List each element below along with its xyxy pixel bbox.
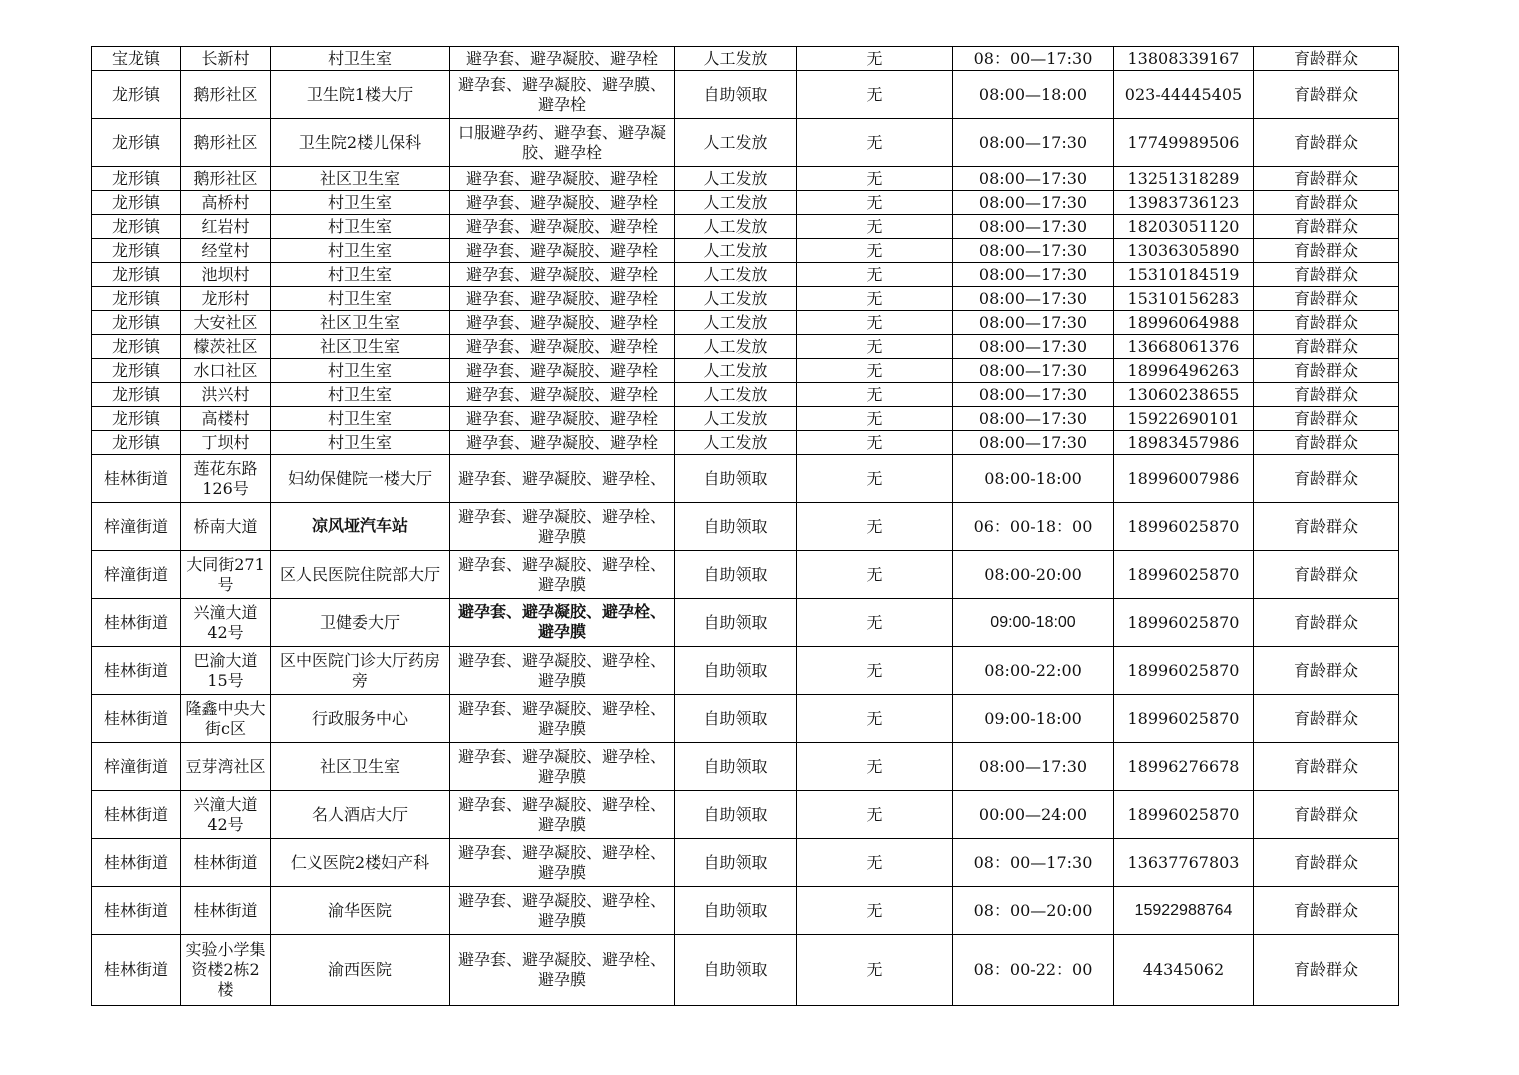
cell-town: 桂林街道	[92, 887, 181, 935]
cell-town: 龙形镇	[92, 167, 181, 191]
cell-hours: 08:00—17:30	[953, 335, 1114, 359]
distribution-table	[91, 46, 1399, 1006]
cell-phone: 13668061376	[1114, 335, 1254, 359]
table-body	[92, 47, 1399, 1006]
cell-village: 高楼村	[181, 407, 271, 431]
cell-method: 避孕套、避孕凝胶、避孕栓	[450, 167, 675, 191]
cell-hours: 08：00-22：00	[953, 935, 1114, 1006]
cell-method: 避孕套、避孕凝胶、避孕栓、避孕膜	[450, 839, 675, 887]
cell-village: 莲花东路126号	[181, 455, 271, 503]
cell-method: 避孕套、避孕凝胶、避孕栓、避孕膜	[450, 743, 675, 791]
table-row	[92, 47, 1399, 71]
cell-village: 鹅形社区	[181, 167, 271, 191]
table-row	[92, 119, 1399, 167]
cell-location: 村卫生室	[271, 407, 450, 431]
cell-town: 桂林街道	[92, 647, 181, 695]
cell-distribution: 人工发放	[675, 167, 797, 191]
cell-distribution: 自助领取	[675, 599, 797, 647]
cell-location: 渝华医院	[271, 887, 450, 935]
cell-phone: 18996007986	[1114, 455, 1254, 503]
cell-distribution: 自助领取	[675, 743, 797, 791]
cell-distribution: 人工发放	[675, 311, 797, 335]
cell-phone: 13983736123	[1114, 191, 1254, 215]
cell-location: 卫生院2楼儿保科	[271, 119, 450, 167]
table-row	[92, 647, 1399, 695]
cell-village: 丁坝村	[181, 431, 271, 455]
cell-village: 池坝村	[181, 263, 271, 287]
cell-phone: 18996025870	[1114, 599, 1254, 647]
cell-hours: 08:00-20:00	[953, 551, 1114, 599]
table-row	[92, 839, 1399, 887]
cell-target: 育龄群众	[1254, 215, 1399, 239]
cell-location: 村卫生室	[271, 215, 450, 239]
cell-town: 龙形镇	[92, 191, 181, 215]
cell-target: 育龄群众	[1254, 239, 1399, 263]
table-row	[92, 455, 1399, 503]
cell-village: 洪兴村	[181, 383, 271, 407]
cell-distribution: 人工发放	[675, 287, 797, 311]
cell-hours: 08：00—20:00	[953, 887, 1114, 935]
cell-location: 村卫生室	[271, 191, 450, 215]
table-row	[92, 287, 1399, 311]
cell-distribution: 自助领取	[675, 71, 797, 119]
cell-location: 社区卫生室	[271, 167, 450, 191]
cell-location: 渝西医院	[271, 935, 450, 1006]
cell-phone: 18996025870	[1114, 791, 1254, 839]
cell-town: 龙形镇	[92, 119, 181, 167]
cell-town: 龙形镇	[92, 407, 181, 431]
cell-hours: 08:00—17:30	[953, 191, 1114, 215]
cell-hours: 08:00—17:30	[953, 359, 1114, 383]
cell-method: 避孕套、避孕凝胶、避孕栓、	[450, 455, 675, 503]
cell-method: 避孕套、避孕凝胶、避孕栓、避孕膜	[450, 647, 675, 695]
cell-phone: 15922988764	[1114, 887, 1254, 935]
cell-village: 巴渝大道15号	[181, 647, 271, 695]
cell-hours: 08:00—17:30	[953, 263, 1114, 287]
cell-method: 避孕套、避孕凝胶、避孕栓	[450, 191, 675, 215]
cell-phone: 023-44445405	[1114, 71, 1254, 119]
cell-town: 龙形镇	[92, 311, 181, 335]
cell-fee: 无	[797, 695, 953, 743]
cell-distribution: 自助领取	[675, 839, 797, 887]
cell-hours: 08:00—17:30	[953, 215, 1114, 239]
cell-method: 避孕套、避孕凝胶、避孕栓、避孕膜	[450, 695, 675, 743]
cell-location: 卫生院1楼大厅	[271, 71, 450, 119]
cell-distribution: 人工发放	[675, 119, 797, 167]
cell-distribution: 自助领取	[675, 887, 797, 935]
cell-village: 豆芽湾社区	[181, 743, 271, 791]
cell-target: 育龄群众	[1254, 407, 1399, 431]
table-row	[92, 743, 1399, 791]
cell-hours: 08:00—17:30	[953, 407, 1114, 431]
cell-distribution: 人工发放	[675, 47, 797, 71]
table-row	[92, 335, 1399, 359]
cell-hours: 08:00—17:30	[953, 431, 1114, 455]
cell-fee: 无	[797, 407, 953, 431]
cell-fee: 无	[797, 191, 953, 215]
cell-target: 育龄群众	[1254, 791, 1399, 839]
cell-fee: 无	[797, 599, 953, 647]
cell-target: 育龄群众	[1254, 335, 1399, 359]
cell-fee: 无	[797, 935, 953, 1006]
table-row	[92, 239, 1399, 263]
cell-location: 仁义医院2楼妇产科	[271, 839, 450, 887]
cell-phone: 15310184519	[1114, 263, 1254, 287]
cell-fee: 无	[797, 287, 953, 311]
cell-method: 避孕套、避孕凝胶、避孕栓、避孕膜	[450, 791, 675, 839]
cell-fee: 无	[797, 455, 953, 503]
cell-location: 社区卫生室	[271, 335, 450, 359]
cell-location: 村卫生室	[271, 287, 450, 311]
cell-phone: 18996025870	[1114, 647, 1254, 695]
cell-town: 宝龙镇	[92, 47, 181, 71]
cell-target: 育龄群众	[1254, 743, 1399, 791]
cell-fee: 无	[797, 503, 953, 551]
cell-target: 育龄群众	[1254, 167, 1399, 191]
cell-method: 避孕套、避孕凝胶、避孕栓、避孕膜	[450, 551, 675, 599]
cell-fee: 无	[797, 311, 953, 335]
cell-phone: 18996496263	[1114, 359, 1254, 383]
cell-distribution: 人工发放	[675, 431, 797, 455]
cell-method: 避孕套、避孕凝胶、避孕栓	[450, 359, 675, 383]
cell-fee: 无	[797, 359, 953, 383]
cell-target: 育龄群众	[1254, 359, 1399, 383]
table-row	[92, 695, 1399, 743]
cell-location: 名人酒店大厅	[271, 791, 450, 839]
table-row	[92, 791, 1399, 839]
cell-village: 檬茨社区	[181, 335, 271, 359]
cell-location: 村卫生室	[271, 47, 450, 71]
cell-location: 凉风垭汽车站	[271, 503, 450, 551]
cell-location: 妇幼保健院一楼大厅	[271, 455, 450, 503]
cell-distribution: 人工发放	[675, 335, 797, 359]
cell-hours: 08:00—17:30	[953, 383, 1114, 407]
cell-method: 避孕套、避孕凝胶、避孕栓	[450, 407, 675, 431]
table-row	[92, 935, 1399, 1006]
cell-town: 龙形镇	[92, 287, 181, 311]
cell-hours: 08：00—17:30	[953, 47, 1114, 71]
cell-hours: 08:00—17:30	[953, 287, 1114, 311]
cell-hours: 08:00—17:30	[953, 119, 1114, 167]
cell-location: 卫健委大厅	[271, 599, 450, 647]
cell-village: 水口社区	[181, 359, 271, 383]
cell-village: 大同街271号	[181, 551, 271, 599]
table-row	[92, 383, 1399, 407]
cell-location: 区人民医院住院部大厅	[271, 551, 450, 599]
cell-method: 避孕套、避孕凝胶、避孕栓	[450, 383, 675, 407]
cell-method: 避孕套、避孕凝胶、避孕栓	[450, 47, 675, 71]
cell-fee: 无	[797, 335, 953, 359]
cell-target: 育龄群众	[1254, 71, 1399, 119]
cell-target: 育龄群众	[1254, 839, 1399, 887]
cell-location: 村卫生室	[271, 359, 450, 383]
cell-phone: 13808339167	[1114, 47, 1254, 71]
cell-distribution: 自助领取	[675, 551, 797, 599]
cell-hours: 00:00—24:00	[953, 791, 1114, 839]
cell-fee: 无	[797, 551, 953, 599]
table-row	[92, 167, 1399, 191]
cell-target: 育龄群众	[1254, 887, 1399, 935]
cell-target: 育龄群众	[1254, 287, 1399, 311]
cell-town: 龙形镇	[92, 263, 181, 287]
table-row	[92, 503, 1399, 551]
cell-phone: 13036305890	[1114, 239, 1254, 263]
cell-fee: 无	[797, 647, 953, 695]
cell-phone: 18983457986	[1114, 431, 1254, 455]
cell-phone: 13060238655	[1114, 383, 1254, 407]
cell-hours: 08:00—17:30	[953, 167, 1114, 191]
cell-distribution: 人工发放	[675, 383, 797, 407]
cell-location: 社区卫生室	[271, 743, 450, 791]
cell-distribution: 人工发放	[675, 239, 797, 263]
cell-target: 育龄群众	[1254, 551, 1399, 599]
cell-target: 育龄群众	[1254, 455, 1399, 503]
cell-method: 避孕套、避孕凝胶、避孕栓	[450, 287, 675, 311]
cell-town: 龙形镇	[92, 335, 181, 359]
table-row	[92, 311, 1399, 335]
cell-target: 育龄群众	[1254, 935, 1399, 1006]
cell-town: 桂林街道	[92, 935, 181, 1006]
cell-town: 龙形镇	[92, 71, 181, 119]
cell-hours: 08:00-22:00	[953, 647, 1114, 695]
cell-target: 育龄群众	[1254, 383, 1399, 407]
cell-distribution: 人工发放	[675, 359, 797, 383]
cell-method: 避孕套、避孕凝胶、避孕栓、避孕膜	[450, 503, 675, 551]
cell-method: 避孕套、避孕凝胶、避孕栓	[450, 431, 675, 455]
cell-village: 桥南大道	[181, 503, 271, 551]
cell-fee: 无	[797, 47, 953, 71]
cell-phone: 18996025870	[1114, 551, 1254, 599]
cell-town: 龙形镇	[92, 215, 181, 239]
cell-village: 隆鑫中央大街c区	[181, 695, 271, 743]
cell-phone: 18996276678	[1114, 743, 1254, 791]
cell-phone: 15922690101	[1114, 407, 1254, 431]
cell-village: 兴潼大道42号	[181, 599, 271, 647]
cell-target: 育龄群众	[1254, 647, 1399, 695]
cell-hours: 08:00—17:30	[953, 743, 1114, 791]
cell-fee: 无	[797, 263, 953, 287]
cell-method: 避孕套、避孕凝胶、避孕膜、避孕栓	[450, 71, 675, 119]
cell-distribution: 自助领取	[675, 647, 797, 695]
cell-hours: 08:00-18:00	[953, 455, 1114, 503]
cell-town: 梓潼街道	[92, 743, 181, 791]
table-row	[92, 359, 1399, 383]
cell-method: 口服避孕药、避孕套、避孕凝胶、避孕栓	[450, 119, 675, 167]
cell-method: 避孕套、避孕凝胶、避孕栓、避孕膜	[450, 599, 675, 647]
cell-method: 避孕套、避孕凝胶、避孕栓	[450, 335, 675, 359]
table-row	[92, 71, 1399, 119]
cell-method: 避孕套、避孕凝胶、避孕栓、避孕膜	[450, 887, 675, 935]
cell-target: 育龄群众	[1254, 263, 1399, 287]
cell-hours: 08:00—17:30	[953, 239, 1114, 263]
table-row	[92, 551, 1399, 599]
cell-hours: 08：00—17:30	[953, 839, 1114, 887]
table-row	[92, 407, 1399, 431]
cell-distribution: 人工发放	[675, 263, 797, 287]
cell-village: 实验小学集资楼2栋2楼	[181, 935, 271, 1006]
cell-hours: 08:00—18:00	[953, 71, 1114, 119]
cell-village: 桂林街道	[181, 887, 271, 935]
cell-village: 鹅形社区	[181, 119, 271, 167]
cell-fee: 无	[797, 71, 953, 119]
cell-phone: 13251318289	[1114, 167, 1254, 191]
cell-village: 龙形村	[181, 287, 271, 311]
cell-phone: 15310156283	[1114, 287, 1254, 311]
cell-method: 避孕套、避孕凝胶、避孕栓	[450, 263, 675, 287]
cell-target: 育龄群众	[1254, 119, 1399, 167]
cell-location: 村卫生室	[271, 239, 450, 263]
cell-distribution: 自助领取	[675, 455, 797, 503]
table-row	[92, 191, 1399, 215]
cell-fee: 无	[797, 791, 953, 839]
cell-town: 龙形镇	[92, 239, 181, 263]
cell-target: 育龄群众	[1254, 431, 1399, 455]
cell-location: 社区卫生室	[271, 311, 450, 335]
cell-fee: 无	[797, 119, 953, 167]
cell-phone: 17749989506	[1114, 119, 1254, 167]
cell-method: 避孕套、避孕凝胶、避孕栓	[450, 215, 675, 239]
cell-distribution: 自助领取	[675, 695, 797, 743]
cell-fee: 无	[797, 383, 953, 407]
cell-location: 村卫生室	[271, 383, 450, 407]
table-row	[92, 215, 1399, 239]
cell-method: 避孕套、避孕凝胶、避孕栓	[450, 239, 675, 263]
cell-town: 桂林街道	[92, 791, 181, 839]
cell-village: 红岩村	[181, 215, 271, 239]
cell-target: 育龄群众	[1254, 191, 1399, 215]
cell-village: 大安社区	[181, 311, 271, 335]
cell-fee: 无	[797, 839, 953, 887]
cell-phone: 44345062	[1114, 935, 1254, 1006]
cell-fee: 无	[797, 215, 953, 239]
cell-distribution: 自助领取	[675, 935, 797, 1006]
cell-method: 避孕套、避孕凝胶、避孕栓、避孕膜	[450, 935, 675, 1006]
cell-hours: 09:00-18:00	[953, 599, 1114, 647]
cell-town: 龙形镇	[92, 383, 181, 407]
cell-village: 经堂村	[181, 239, 271, 263]
cell-phone: 18996025870	[1114, 503, 1254, 551]
cell-town: 桂林街道	[92, 695, 181, 743]
cell-distribution: 人工发放	[675, 215, 797, 239]
cell-distribution: 人工发放	[675, 407, 797, 431]
cell-hours: 08:00—17:30	[953, 311, 1114, 335]
cell-village: 桂林街道	[181, 839, 271, 887]
cell-phone: 18203051120	[1114, 215, 1254, 239]
cell-fee: 无	[797, 167, 953, 191]
cell-fee: 无	[797, 431, 953, 455]
cell-phone: 18996025870	[1114, 695, 1254, 743]
cell-village: 兴潼大道42号	[181, 791, 271, 839]
cell-location: 村卫生室	[271, 431, 450, 455]
cell-town: 桂林街道	[92, 839, 181, 887]
table-row	[92, 431, 1399, 455]
cell-phone: 18996064988	[1114, 311, 1254, 335]
cell-location: 行政服务中心	[271, 695, 450, 743]
cell-fee: 无	[797, 239, 953, 263]
cell-town: 桂林街道	[92, 455, 181, 503]
cell-distribution: 自助领取	[675, 791, 797, 839]
cell-target: 育龄群众	[1254, 599, 1399, 647]
cell-hours: 09:00-18:00	[953, 695, 1114, 743]
table-row	[92, 599, 1399, 647]
cell-target: 育龄群众	[1254, 47, 1399, 71]
cell-village: 高桥村	[181, 191, 271, 215]
cell-distribution: 人工发放	[675, 191, 797, 215]
cell-town: 龙形镇	[92, 359, 181, 383]
cell-distribution: 自助领取	[675, 503, 797, 551]
cell-town: 梓潼街道	[92, 551, 181, 599]
cell-village: 长新村	[181, 47, 271, 71]
table-row	[92, 263, 1399, 287]
cell-hours: 06：00-18：00	[953, 503, 1114, 551]
cell-town: 梓潼街道	[92, 503, 181, 551]
cell-target: 育龄群众	[1254, 695, 1399, 743]
cell-phone: 13637767803	[1114, 839, 1254, 887]
cell-target: 育龄群众	[1254, 311, 1399, 335]
cell-fee: 无	[797, 887, 953, 935]
cell-fee: 无	[797, 743, 953, 791]
cell-location: 村卫生室	[271, 263, 450, 287]
cell-village: 鹅形社区	[181, 71, 271, 119]
cell-town: 桂林街道	[92, 599, 181, 647]
cell-method: 避孕套、避孕凝胶、避孕栓	[450, 311, 675, 335]
cell-target: 育龄群众	[1254, 503, 1399, 551]
cell-location: 区中医院门诊大厅药房旁	[271, 647, 450, 695]
cell-town: 龙形镇	[92, 431, 181, 455]
table-row	[92, 887, 1399, 935]
